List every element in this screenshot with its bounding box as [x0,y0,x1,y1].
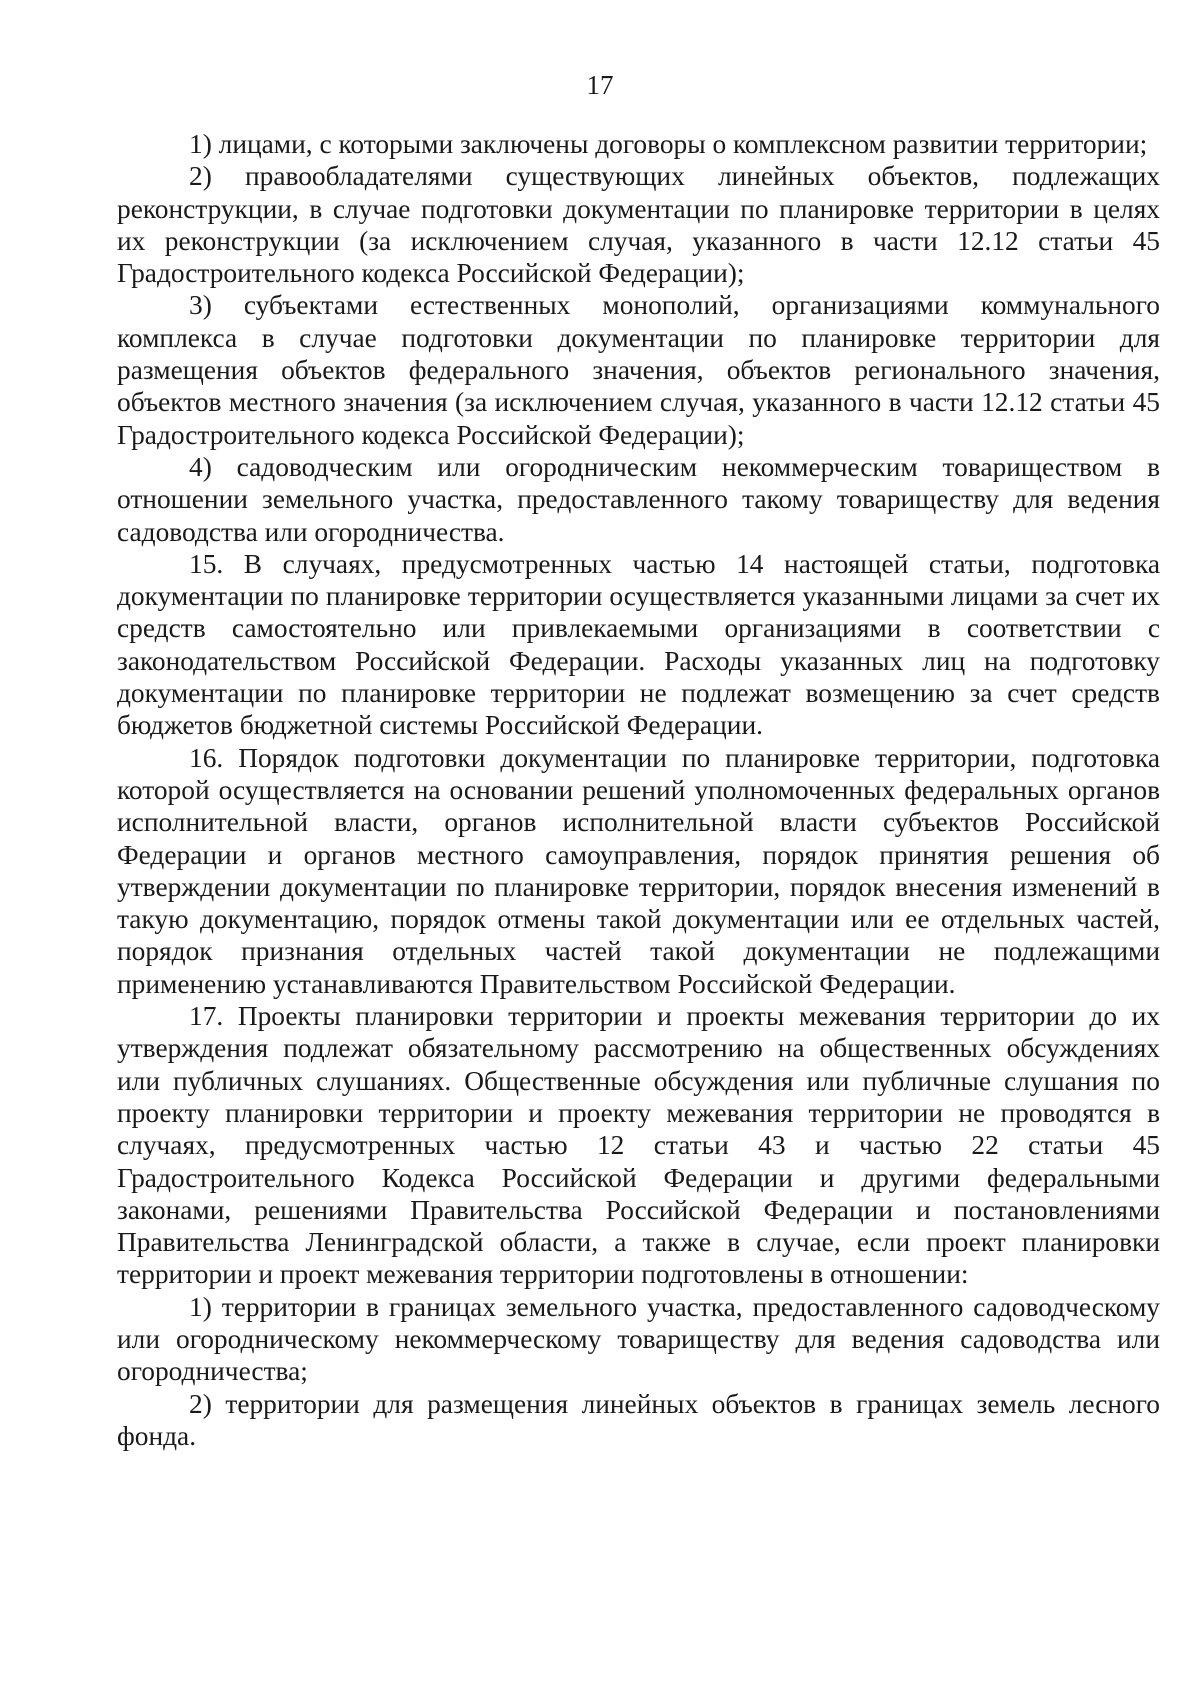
paragraph-section-17: 17. Проекты планировки территории и проекты межевания территории до их утверждения подлежат обязательному рассмотрению на общественных обсуждениях или публичных слушаниях. Общественные обсуждения или публичные слушания по проекту планировки территории и проекту межевания территории не проводятся в случаях, предусмотренных частью 12 статьи 43 и частью 22 статьи 45 Градостроительного Кодекса Российской Федерации и другими федеральными законами, решениями Правительства Российской Федерации и постановлениями Правительства Ленинградской области, а также в случае, если проект планировки территории и проект межевания территории подготовлены в отношении: [117,1001,1160,1290]
paragraph-subitem-1: 1) территории в границах земельного участка, предоставленного садоводческому или огородническому некоммерческому товариществу для ведения садоводства или огородничества; [117,1291,1160,1387]
document-body [117,128,1160,1452]
paragraph-subitem-2: 2) территории для размещения линейных объектов в границах земель лесного фонда. [117,1388,1160,1451]
paragraph-list-item-1: 1) лицами, с которыми заключены договоры о комплексном развитии территории; [189,129,1148,159]
page-number: 17 [586,70,614,100]
paragraph-section-16: 16. Порядок подготовки документации по планировке территории, подготовка которой осуществляется на основании решений уполномоченных федеральных органов исполнительной власти, органов исполнительной власти субъектов Российской Федерации и органов местного самоуправления, порядок принятия решения об утверждении документации по планировке территории, порядок внесения изменений в такую документацию, порядок отмены такой документации или ее отдельных частей, порядок признания отдельных частей такой документации не подлежащими применению устанавливаются Правительством Российской Федерации. [117,742,1160,999]
paragraph-list-item-2: 2) правообладателями существующих линейных объектов, подлежащих реконструкции, в случае подготовки документации по планировке территории в целях их реконструкции (за исключением случая, указанного в части 12.12 статьи 45 Градостроительного кодекса Российской Федерации); [117,161,1160,289]
paragraph-list-item-3: 3) субъектами естественных монополий, организациями коммунального комплекса в случае подготовки документации по планировке территории для размещения объектов федерального значения, объектов регионального значения, объектов местного значения (за исключением случая, указанного в части 12.12 статьи 45 Градостроительного кодекса Российской Федерации); [117,290,1160,450]
paragraph-section-15: 15. В случаях, предусмотренных частью 14 настоящей статьи, подготовка документации по планировке территории осуществляется указанными лицами за счет их средств самостоятельно или привлекаемыми организациями в соответствии с законодательством Российской Федерации. Расходы указанных лиц на подготовку документации по планировке территории не подлежат возмещению за счет средств бюджетов бюджетной системы Российской Федерации. [117,548,1160,741]
paragraph-list-item-4: 4) садоводческим или огородническим некоммерческим товариществом в отношении земельного участка, предоставленного такому товариществу для ведения садоводства или огородничества. [117,451,1160,547]
